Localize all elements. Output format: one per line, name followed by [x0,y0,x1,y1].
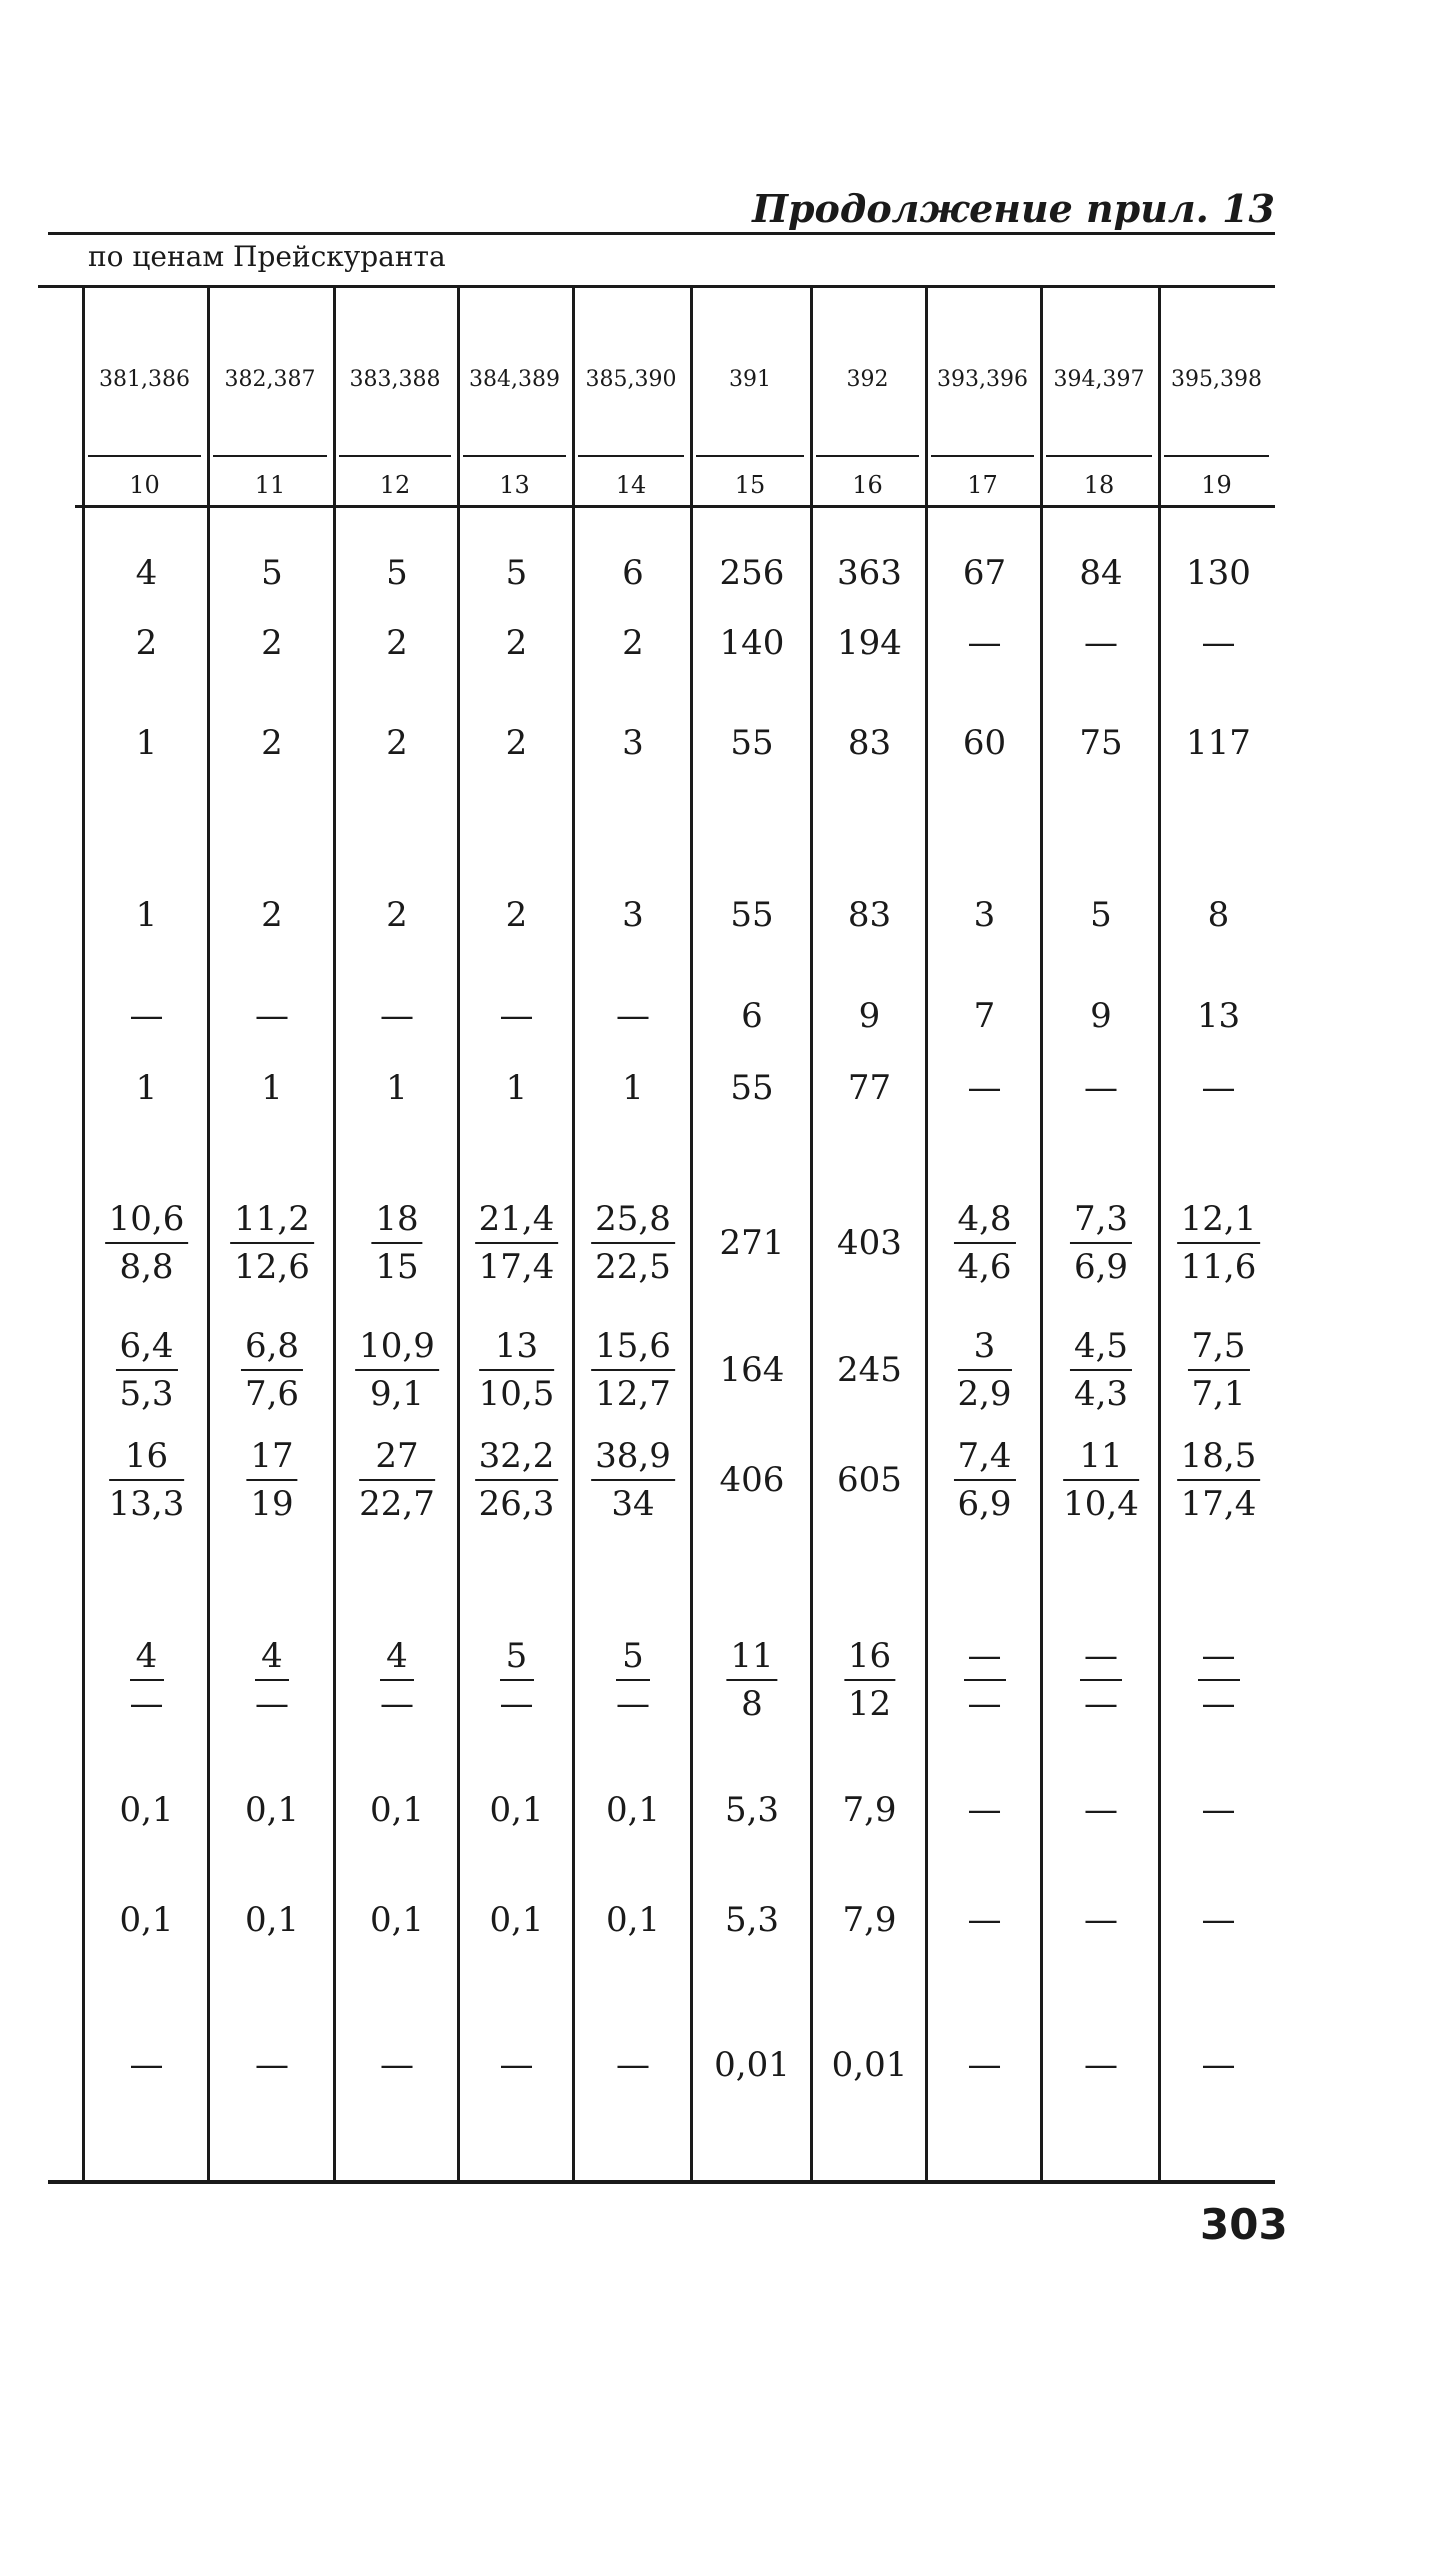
table-cell: 5 [1090,895,1112,935]
table-cell: 245 [837,1350,902,1390]
fraction-cell [130,1637,164,1723]
table-cell: 271 [719,1223,785,1263]
table-cell: 2 [505,723,528,763]
fraction-cell [479,1327,555,1413]
fraction-numerator: 15,6 [591,1327,675,1371]
table-cell: 6 [741,996,763,1036]
fraction-cell [355,1327,439,1413]
table-cell: 363 [837,553,902,593]
fraction-numerator: 5 [500,1637,534,1681]
table-cell: 2 [505,895,528,935]
table-cell: — [1084,1790,1118,1830]
header-sub-rule [1164,455,1269,457]
column-number: 14 [615,471,647,499]
table-cell: 403 [837,1223,902,1263]
table-cell: — [967,1790,1002,1830]
table-cell: 0,1 [244,1790,300,1830]
fraction-cell [1070,1327,1132,1413]
fraction-cell [1070,1200,1132,1286]
table-cell: 194 [837,623,902,663]
table-cell: 2 [622,623,644,663]
fraction-cell [105,1200,189,1286]
header-top-rule [38,285,1275,288]
table-cell: 5,3 [724,1790,780,1830]
table-cell: 1 [135,895,158,935]
table-cell: — [380,996,414,1036]
table-cell: 84 [1079,553,1123,593]
table-cell: — [1084,2045,1118,2085]
column-divider [333,288,336,2180]
table-cell: 0,1 [489,1900,544,1940]
table-cell: 5 [505,553,528,593]
fraction-denominator: 17,4 [478,1247,555,1287]
fraction-denominator: 9,1 [369,1374,425,1414]
table-cell: 1 [261,1068,283,1108]
fraction-denominator: 19 [250,1484,294,1524]
fraction-denominator: — [967,1684,1002,1724]
column-number: 15 [734,471,766,499]
table-cell: 67 [962,553,1007,593]
fraction-numerator: 4 [255,1637,289,1681]
column-divider [207,288,210,2180]
page-number: 303 [1200,2200,1288,2249]
table-cell: — [967,1068,1002,1108]
column-header [463,340,566,420]
fraction-numerator: 21,4 [475,1200,559,1244]
table-cell: — [967,623,1002,663]
table-cell: — [967,2045,1002,2085]
fraction-cell [616,1637,650,1723]
header-sub-rule [1046,455,1152,457]
table-cell: 3 [622,723,644,763]
fraction-denominator: 7,1 [1191,1374,1246,1414]
column-header [816,340,919,420]
table-cell: 5 [261,553,283,593]
header-sub-rule [339,455,451,457]
table-cell: 2 [386,723,408,763]
column-divider [572,288,575,2180]
header-sub-rule [88,455,201,457]
table-cell: 256 [719,553,785,593]
table-cell: 77 [847,1068,892,1108]
fraction-numerator: 11,2 [230,1200,314,1244]
table-cell: 7 [973,996,996,1036]
fraction-denominator: — [1201,1684,1236,1724]
table-cell: — [1201,2045,1236,2085]
bottom-rule [48,2180,1275,2184]
table-cell: 5,3 [724,1900,780,1940]
column-divider [1040,288,1043,2180]
table-cell: — [255,996,289,1036]
column-header-line: 385, [585,367,635,392]
fraction-denominator: 8 [741,1684,763,1724]
fraction-cell [475,1200,559,1286]
fraction-cell [246,1437,297,1523]
fraction-cell [953,1200,1015,1286]
column-number: 17 [967,471,998,499]
table-cell: 5 [386,553,408,593]
table-cell: 0,1 [369,1790,425,1830]
table-cell: 60 [962,723,1007,763]
fraction-numerator: 10,9 [355,1327,439,1371]
header-sub-rule [213,455,327,457]
table-cell: — [616,996,650,1036]
column-number: 13 [499,471,530,499]
fraction-numerator: 13 [479,1327,555,1371]
fraction-numerator: 4,8 [953,1200,1015,1244]
fraction-numerator: 6,4 [115,1327,177,1371]
fraction-denominator: — [1084,1684,1118,1724]
price-caption: по ценам Прейскуранта [88,240,446,273]
table-cell: 0,1 [605,1790,661,1830]
column-header [213,340,327,420]
column-number: 10 [129,471,160,499]
fraction-cell [1177,1200,1261,1286]
continuation-title: Продолжение прил. 13 [752,186,1275,231]
column-divider [457,288,460,2180]
table-cell: — [129,996,164,1036]
fraction-cell [726,1637,777,1723]
column-divider [810,288,813,2180]
column-header-line: 398 [1219,367,1262,392]
table-cell: 1 [135,1068,158,1108]
table-cell: 9 [1090,996,1112,1036]
table-cell: — [1201,1068,1236,1108]
table-cell: 83 [847,895,892,935]
column-header-line: 391 [729,367,771,392]
fraction-denominator: 5,3 [119,1374,174,1414]
column-header-line: 390 [634,367,677,392]
table-cell: 6 [622,553,644,593]
column-header-line: 386 [147,367,190,392]
column-header [339,340,451,420]
table-cell: 2 [135,623,158,663]
fraction-numerator: 10,6 [105,1200,189,1244]
column-number: 16 [852,471,883,499]
column-header-line: 392 [846,367,889,392]
table-cell: — [255,2045,289,2085]
column-divider [925,288,928,2180]
fraction-denominator: — [129,1684,164,1724]
fraction-cell [953,1437,1015,1523]
fraction-numerator: 27 [359,1437,435,1481]
table-cell: 2 [505,623,528,663]
fraction-denominator: 22,7 [359,1484,435,1524]
table-cell: — [499,2045,534,2085]
fraction-cell [109,1437,185,1523]
column-header [696,340,804,420]
column-header-line: 382, [224,367,274,392]
column-number: 19 [1201,471,1232,499]
fraction-cell [380,1637,414,1723]
table-cell: 55 [730,723,774,763]
fraction-denominator: 12,6 [234,1247,310,1287]
fraction-numerator: 4 [380,1637,414,1681]
fraction-numerator: 4 [130,1637,164,1681]
column-header-line: 384, [469,367,518,392]
fraction-cell [255,1637,289,1723]
fraction-denominator: — [380,1684,414,1724]
header-sub-rule [696,455,804,457]
table-cell: — [1084,1068,1118,1108]
fraction-denominator: 26,3 [478,1484,555,1524]
fraction-denominator: 15 [375,1247,419,1287]
table-cell: 0,1 [119,1900,174,1940]
fraction-numerator: 6,8 [241,1327,303,1371]
column-number: 12 [379,471,411,499]
fraction-numerator: 7,4 [953,1437,1015,1481]
fraction-denominator: 6,9 [1073,1247,1129,1287]
table-cell: 2 [261,623,283,663]
table-cell: — [616,2045,650,2085]
column-header [1164,340,1269,420]
table-cell: 3 [622,895,644,935]
fraction-denominator: — [499,1684,534,1724]
column-header [931,340,1034,420]
fraction-denominator: 7,6 [244,1374,300,1414]
fraction-denominator: 4,3 [1073,1374,1129,1414]
column-header-line: 393, [937,367,986,392]
column-divider [1158,288,1161,2180]
table-cell: 2 [386,623,408,663]
table-cell: 0,01 [831,2045,908,2085]
fraction-denominator: 4,6 [957,1247,1012,1287]
fraction-denominator: 12,7 [595,1374,671,1414]
column-header-line: 387 [273,367,316,392]
table-cell: — [1201,1900,1236,1940]
header-sub-rule [816,455,919,457]
header-sub-rule [463,455,566,457]
fraction-numerator: 4,5 [1070,1327,1132,1371]
fraction-denominator: 10,5 [478,1374,555,1414]
table-cell: — [129,2045,164,2085]
table-cell: — [1084,623,1118,663]
fraction-denominator: 17,4 [1180,1484,1257,1524]
table-cell: 9 [858,996,881,1036]
column-header-line: 381, [99,367,148,392]
table-cell: 3 [973,895,996,935]
table-cell: 130 [1186,553,1251,593]
table-cell: — [499,996,534,1036]
column-divider [82,288,85,2180]
table-cell: 0,1 [369,1900,425,1940]
fraction-denominator: — [255,1684,289,1724]
fraction-cell [475,1437,559,1523]
table-cell: — [967,1900,1002,1940]
fraction-denominator: 6,9 [957,1484,1012,1524]
fraction-numerator: 7,3 [1070,1200,1132,1244]
column-divider [690,288,693,2180]
fraction-cell [1198,1637,1240,1723]
column-header-line: 383, [349,367,399,392]
table-cell: 4 [135,553,158,593]
table-cell: 1 [622,1068,644,1108]
table-cell: 605 [837,1460,902,1500]
fraction-cell [1187,1327,1249,1413]
fraction-cell [1063,1437,1139,1523]
fraction-cell [359,1437,435,1523]
fraction-denominator: 2,9 [957,1374,1012,1414]
table-cell: 140 [719,623,785,663]
table-cell: — [1084,1900,1118,1940]
fraction-numerator: 16 [109,1437,185,1481]
table-cell: — [1201,623,1236,663]
fraction-numerator: 11 [726,1637,777,1681]
header-sub-rule [931,455,1034,457]
fraction-cell [230,1200,314,1286]
column-header [88,340,201,420]
fraction-cell [591,1200,675,1286]
fraction-numerator: 17 [246,1437,297,1481]
fraction-denominator: 8,8 [119,1247,174,1287]
fraction-numerator: 18 [371,1200,422,1244]
fraction-denominator: 11,6 [1180,1247,1257,1287]
fraction-denominator: 12 [847,1684,892,1724]
table-cell: 406 [719,1460,785,1500]
table-cell: — [380,2045,414,2085]
table-cell: 8 [1207,895,1230,935]
top-rule [48,232,1275,235]
table-cell: 0,1 [605,1900,661,1940]
fraction-cell [957,1327,1011,1413]
fraction-numerator: — [1080,1637,1122,1681]
table-cell: 75 [1079,723,1123,763]
fraction-numerator: 11 [1063,1437,1139,1481]
table-cell: 83 [847,723,892,763]
fraction-cell [371,1200,422,1286]
fraction-numerator: 18,5 [1177,1437,1261,1481]
table-cell: — [1201,1790,1236,1830]
fraction-numerator: 3 [957,1327,1011,1371]
column-number: 18 [1083,471,1115,499]
fraction-cell [500,1637,534,1723]
fraction-numerator: — [1198,1637,1240,1681]
table-cell: 1 [135,723,158,763]
table-cell: 7,9 [842,1900,897,1940]
table-cell: 55 [730,895,774,935]
column-header-line: 397 [1102,367,1145,392]
column-header [578,340,684,420]
fraction-cell [591,1437,675,1523]
table-cell: 13 [1196,996,1241,1036]
fraction-cell [964,1637,1006,1723]
fraction-cell [115,1327,177,1413]
column-header-line: 388 [398,367,441,392]
fraction-cell [241,1327,303,1413]
fraction-cell [1177,1437,1261,1523]
fraction-denominator: 34 [611,1484,655,1524]
column-header-line: 394, [1053,367,1103,392]
table-cell: 0,1 [244,1900,300,1940]
table-cell: 1 [386,1068,408,1108]
table-cell: 7,9 [842,1790,897,1830]
fraction-denominator: 10,4 [1063,1484,1139,1524]
header-sub-rule [578,455,684,457]
table-cell: 55 [730,1068,774,1108]
fraction-numerator: 5 [616,1637,650,1681]
table-cell: 117 [1186,723,1251,763]
fraction-numerator: 7,5 [1187,1327,1249,1371]
fraction-denominator: 22,5 [595,1247,671,1287]
fraction-numerator: 12,1 [1177,1200,1261,1244]
fraction-cell [591,1327,675,1413]
column-number: 11 [254,471,286,499]
fraction-numerator: 38,9 [591,1437,675,1481]
body-top-rule [75,505,1275,508]
fraction-denominator: 13,3 [108,1484,185,1524]
table-cell: 2 [261,895,283,935]
fraction-cell [844,1637,895,1723]
column-header [1046,340,1152,420]
table-cell: 2 [261,723,283,763]
table-cell: 0,01 [714,2045,790,2085]
table-cell: 164 [719,1350,785,1390]
table-cell: 0,1 [489,1790,544,1830]
fraction-numerator: 25,8 [591,1200,675,1244]
fraction-denominator: — [616,1684,650,1724]
table-cell: 2 [386,895,408,935]
fraction-numerator: 16 [844,1637,895,1681]
fraction-cell [1080,1637,1122,1723]
fraction-numerator: — [964,1637,1006,1681]
table-cell: 1 [505,1068,528,1108]
column-header-line: 395, [1171,367,1220,392]
fraction-numerator: 32,2 [475,1437,559,1481]
column-header-line: 396 [985,367,1028,392]
column-header-line: 389 [517,367,560,392]
table-cell: 0,1 [119,1790,174,1830]
